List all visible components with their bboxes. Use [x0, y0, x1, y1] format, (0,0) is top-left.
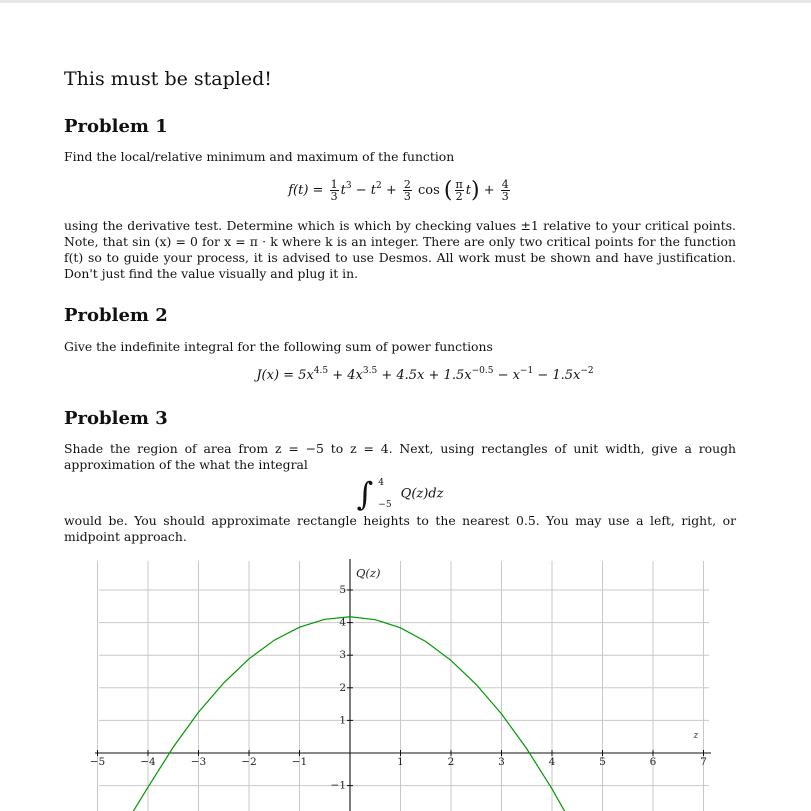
- y-tick-label: 5: [339, 584, 346, 596]
- problem-1-body: using the derivative test. Determine which is which by checking values ±1 relative to your critical points. Note, that sin (x) = 0 for x = π · k where k is an integer. There are only two critical points for the function f(t) so to guide your process, it is advised to use Desmos. All work must be shown and have justification. Don't just find the value visually and plug it in.: [64, 218, 736, 281]
- problem-3-heading: Problem 3: [64, 408, 168, 429]
- x-tick-label: 6: [649, 756, 657, 769]
- eq1-t2: − t: [355, 183, 376, 198]
- eq1-frac-2: $\frac{2}{3}$: [403, 178, 411, 203]
- x-tick-label: −3: [190, 756, 207, 769]
- y-axis-label: Q(z): [356, 566, 381, 580]
- y-tick-label: 3: [339, 649, 346, 662]
- x-tick-label: −4: [140, 756, 156, 769]
- q-of-z-curve: [128, 617, 678, 811]
- problem-1-intro: Find the local/relative minimum and maximum of the function: [64, 149, 455, 164]
- problem-2-equation: $J(x) = 5x^{4.5} + 4x^{3.5} + 4.5x + 1.5x^{-0.5} - x^{-1} - 1.5x^{-2}$: [256, 366, 594, 383]
- problem-3-outro: would be. You should approximate rectangle heights to the nearest 0.5. You may use a left, right, or midpoint approach.: [64, 513, 736, 544]
- graph-grid: [98, 561, 710, 811]
- staple-note: This must be stapled!: [64, 68, 272, 90]
- y-tick-label: −1: [330, 779, 346, 792]
- x-tick-label: 3: [498, 756, 505, 769]
- graph-curve: [128, 617, 678, 811]
- eq1-lhs: f(t) =: [288, 183, 324, 198]
- x-tick-label: −5: [89, 756, 106, 769]
- eq1-frac-pi: $\frac{\pi}{2}$: [455, 178, 463, 203]
- integral-body: Q(z)dz: [400, 486, 444, 502]
- x-tick-label: 2: [447, 756, 455, 769]
- problem-1-heading: Problem 1: [64, 116, 168, 137]
- x-tick-label: −1: [291, 756, 308, 769]
- y-tick-label: 2: [339, 681, 346, 694]
- graph-ticks: [90, 584, 707, 811]
- graph-axes: [95, 559, 711, 811]
- x-tick-label: 7: [700, 756, 707, 769]
- problem-2-heading: Problem 2: [64, 305, 168, 326]
- integral-sign: ∫: [356, 475, 374, 513]
- eq1-frac-1: $\frac{1}{3}$: [330, 178, 338, 203]
- integral-limits: 4 −5: [378, 478, 392, 510]
- y-tick-label: 1: [339, 714, 346, 727]
- problem-2-intro: Give the indefinite integral for the following sum of power functions: [64, 339, 493, 354]
- x-tick-label: 5: [599, 756, 606, 769]
- eq1-cos: cos: [418, 183, 440, 198]
- x-axis-label: z: [693, 731, 699, 741]
- y-tick-label: 4: [339, 616, 346, 629]
- problem-3-intro: Shade the region of area from z = −5 to z = 4. Next, using rectangles of unit width, give a rough approximation of the what the integral: [64, 441, 736, 472]
- problem-1-equation: f(t) = $\frac{1}{3}$ $t^3 - t^2$ + $\frac{2}{3}$ cos ( $\frac{\pi}{2}$ t) + $\frac{4}{3}$: [288, 178, 509, 203]
- x-tick-label: −2: [241, 756, 257, 769]
- x-tick-label: 4: [548, 756, 556, 769]
- x-tick-label: 1: [397, 756, 404, 769]
- eq1-frac-3: $\frac{4}{3}$: [501, 178, 509, 203]
